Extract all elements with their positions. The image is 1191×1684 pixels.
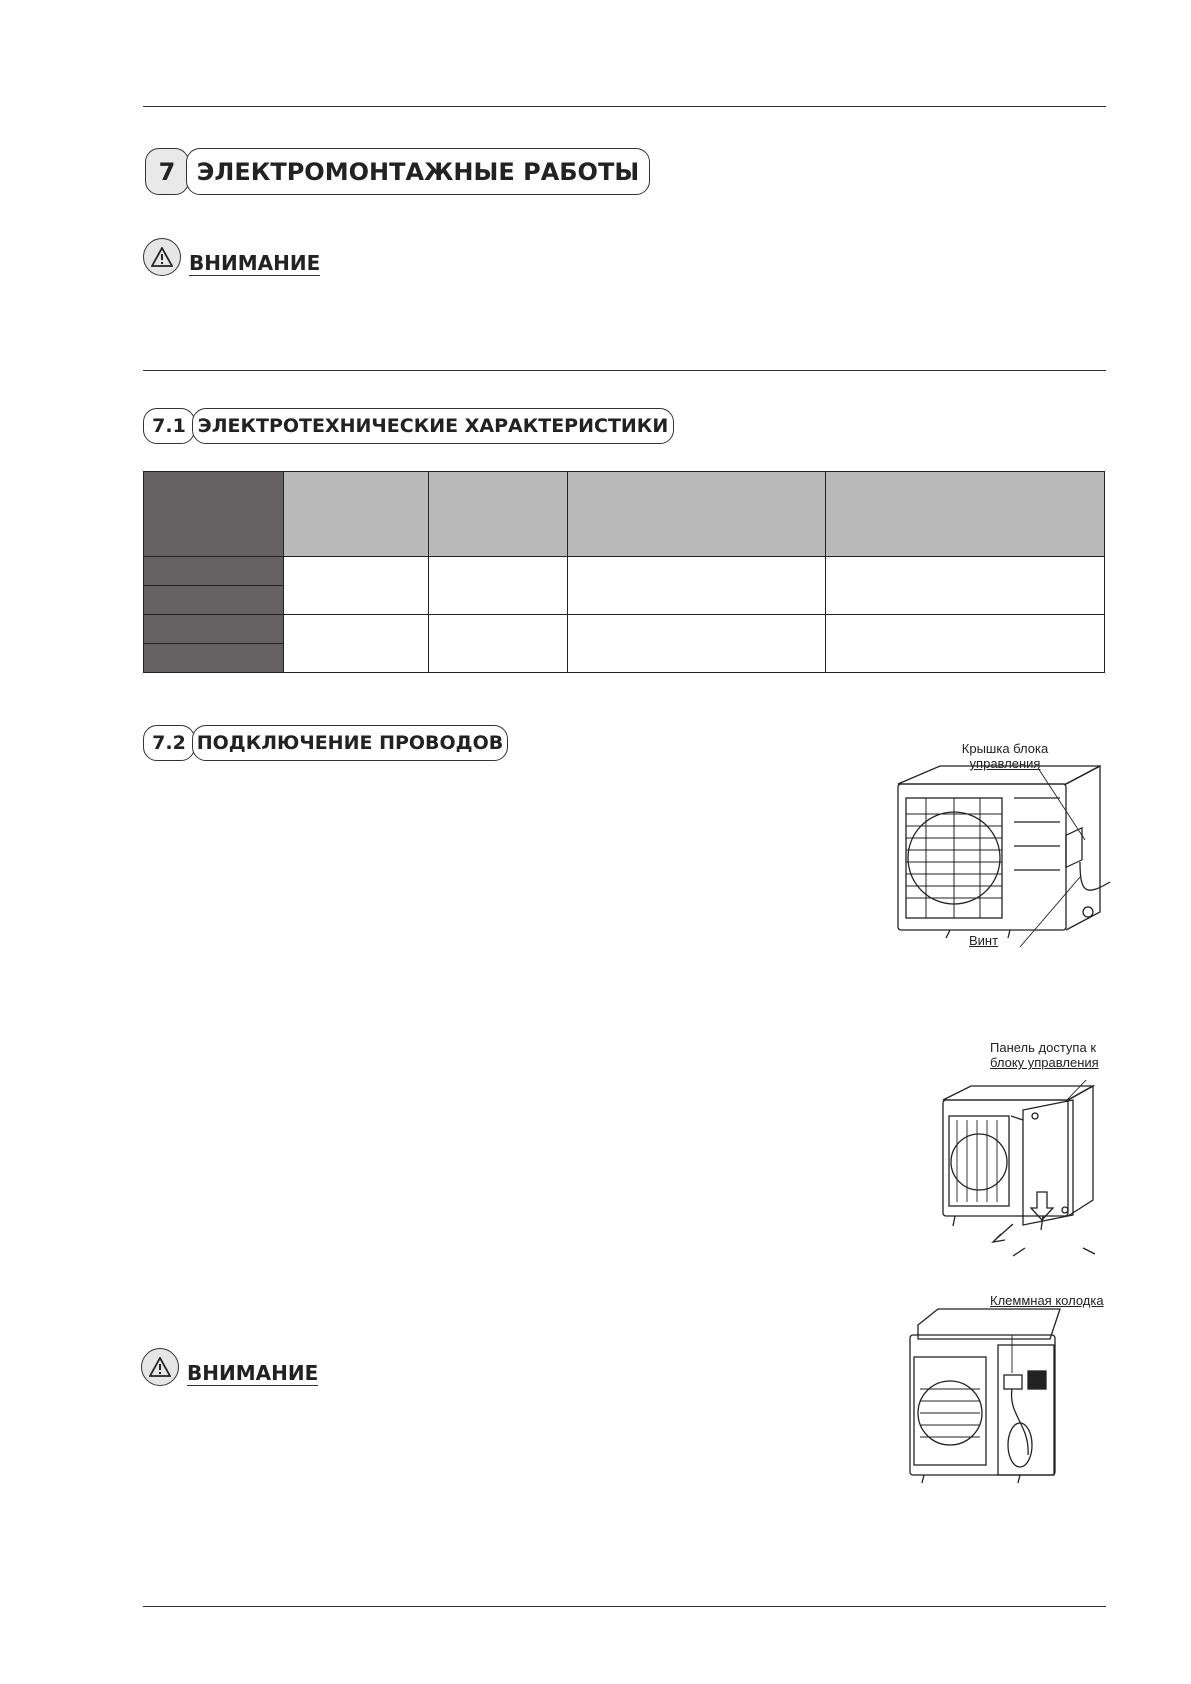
figure-1-label-cover-line1: Крышка блока: [961, 741, 1049, 756]
table-cell: [568, 615, 826, 673]
warning-top-label: ВНИМАНИЕ: [189, 251, 321, 275]
figure-1-outdoor-unit: [880, 762, 1130, 962]
section-number: [145, 148, 189, 195]
table-row: [144, 557, 1105, 586]
table-header-cell: [284, 472, 429, 557]
table-cell: [284, 615, 429, 673]
subsection-2-number-text: 7.2: [152, 732, 186, 754]
section-title: [186, 148, 650, 195]
table-cell: [826, 615, 1105, 673]
section-number-text: 7: [158, 157, 176, 186]
table-row: [144, 615, 1105, 644]
warning-top: [143, 238, 320, 276]
figure-3-label-terminal-text: Клеммная колодка: [990, 1293, 1104, 1308]
warning-bottom: [141, 1348, 318, 1386]
figure-1-label-cover-line2: управления: [969, 756, 1041, 771]
table-cell: [826, 557, 1105, 615]
top-rule: [143, 106, 1106, 107]
figure-2-access-panel: [933, 1080, 1108, 1270]
table-header-cell: [568, 472, 826, 557]
warning-icon: [141, 1348, 179, 1386]
mid-rule: [143, 370, 1106, 371]
subsection-2-title: [192, 725, 508, 761]
subsection-2-title-text: ПОДКЛЮЧЕНИЕ ПРОВОДОВ: [196, 732, 504, 754]
subsection-1-number: [143, 408, 195, 444]
section-title-text: ЭЛЕКТРОМОНТАЖНЫЕ РАБОТЫ: [196, 157, 640, 186]
table-header-cell: [429, 472, 568, 557]
table-label-cell: [144, 615, 284, 644]
figure-2-label-panel: [990, 1040, 1099, 1070]
table-header-cell: [826, 472, 1105, 557]
bottom-rule: [143, 1606, 1106, 1607]
subsection-1-number-text: 7.1: [152, 415, 186, 437]
warning-bottom-label: ВНИМАНИЕ: [187, 1361, 319, 1385]
table-cell: [429, 615, 568, 673]
table-corner-cell: [144, 472, 284, 557]
figure-2-label-panel-line1: Панель доступа к: [990, 1040, 1097, 1055]
figure-3-terminal-block: [900, 1305, 1075, 1495]
subsection-1-title: [192, 408, 674, 444]
figure-2-label-panel-line2: блоку управления: [990, 1055, 1099, 1070]
figure-1-label-screw: [969, 933, 998, 948]
table-label-cell: [144, 644, 284, 673]
figure-1-label-screw-text: Винт: [969, 933, 999, 948]
subsection-1-title-text: ЭЛЕКТРОТЕХНИЧЕСКИЕ ХАРАКТЕРИСТИКИ: [197, 415, 669, 437]
table-header-row: [144, 472, 1105, 557]
table-label-cell: [144, 586, 284, 615]
table-cell: [284, 557, 429, 615]
table-label-cell: [144, 557, 284, 586]
table-cell: [429, 557, 568, 615]
table-cell: [568, 557, 826, 615]
subsection-2-number: [143, 725, 195, 761]
warning-icon: [143, 238, 181, 276]
electrical-spec-table: [143, 471, 1105, 673]
